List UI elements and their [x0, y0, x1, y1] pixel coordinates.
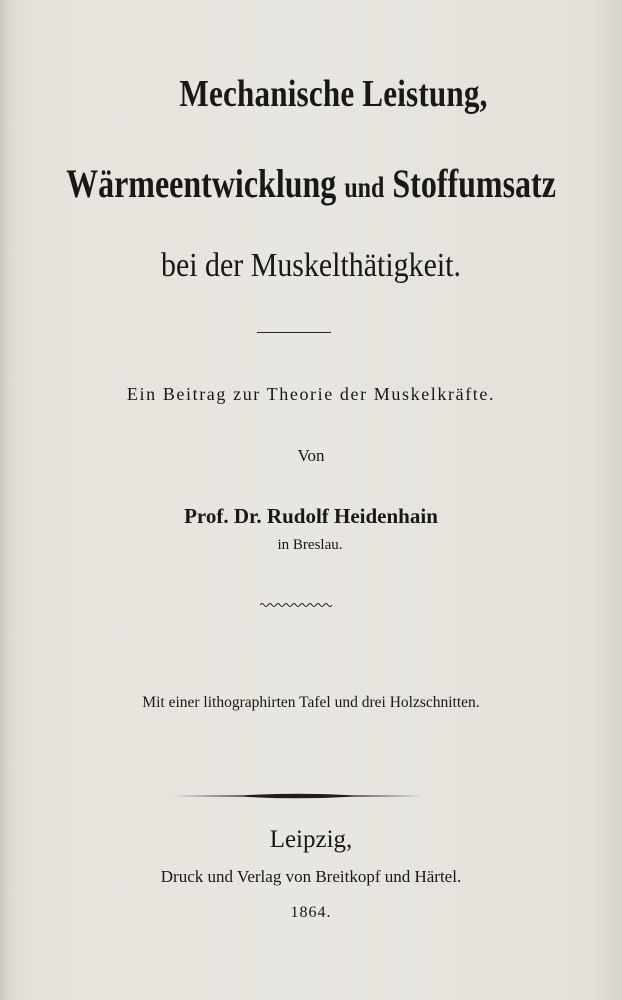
swelled-rule-ornament [173, 789, 423, 803]
imprint-city: Leipzig, [269, 826, 353, 853]
subtitle: Ein Beitrag zur Theorie der Muskelkräfte. [126, 384, 496, 404]
by-label: Von [297, 446, 325, 465]
title-line-2-part-b: und [344, 171, 385, 204]
illustrations-note: Mit einer lithographirten Tafel und drei Holzschnitten. [142, 694, 480, 711]
author-name: Prof. Dr. Rudolf Heidenhain [184, 504, 438, 528]
title-line-2 [62, 160, 560, 207]
imprint-year: 1864. [290, 904, 332, 921]
title-line-2-part-a: Wärmeentwicklung [66, 161, 337, 206]
title-line-1: Mechanische Leistung, [179, 73, 488, 115]
title-line-2-part-c: Stoffumsatz [392, 161, 556, 206]
author-place: in Breslau. [277, 537, 343, 553]
wavy-ornament-rule [260, 601, 332, 609]
short-divider-rule [257, 332, 331, 333]
title-line-3: bei der Muskelthätigkeit. [161, 247, 461, 284]
imprint-publisher: Druck und Verlag von Breitkopf und Härtel. [160, 867, 462, 886]
